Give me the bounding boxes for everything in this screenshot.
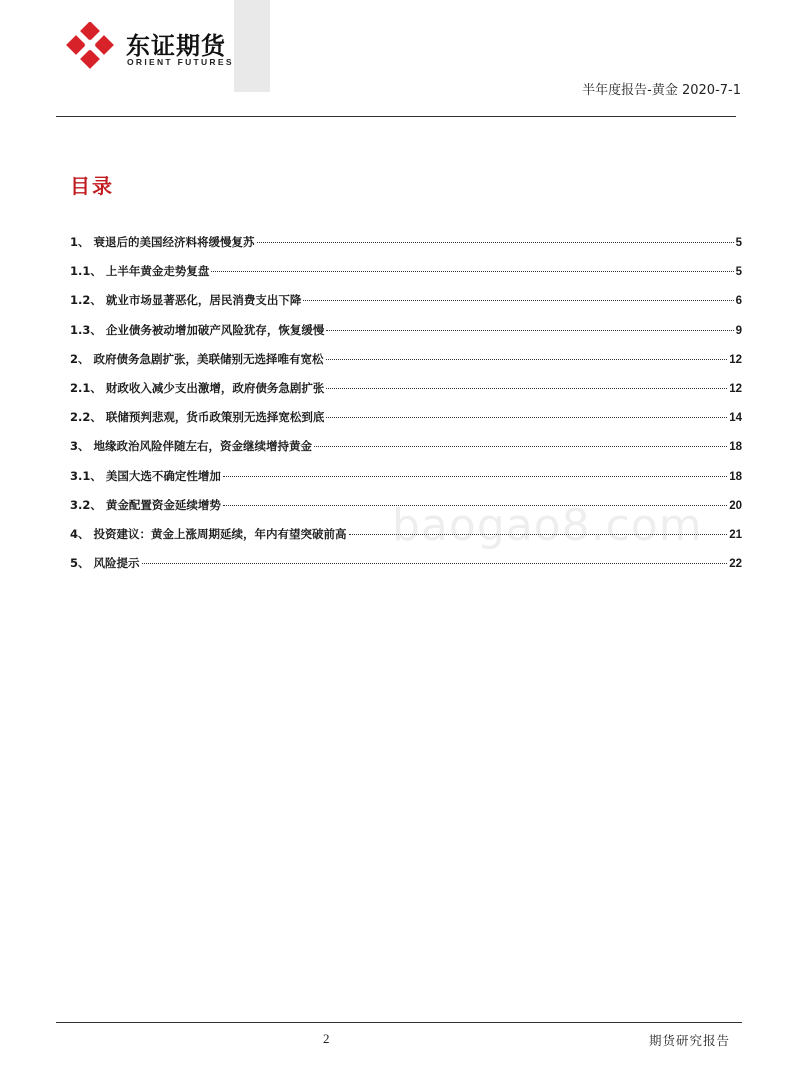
toc-entry-page: 22 [729,558,742,571]
toc-entry-page: 9 [735,324,742,337]
toc-entry-text: 3、 地缘政治风险伴随左右，资金继续增持黄金 [70,439,313,454]
toc-leader-dots [326,330,733,331]
toc-entry-text: 5、 风险提示 [70,556,140,571]
toc-leader-dots [303,300,733,301]
toc-leader-dots [211,271,733,272]
toc-entry-text: 1.3、 企业债务被动增加破产风险犹存，恢复缓慢 [70,322,325,337]
toc-entry[interactable] [70,438,742,467]
footer-report-type: 期货研究报告 [648,1033,730,1048]
toc-entry[interactable] [70,380,742,409]
toc-entry-text: 2、 政府债务急剧扩张，美联储别无选择唯有宽松 [70,351,324,366]
toc-entry[interactable] [70,468,742,497]
toc-leader-dots [223,476,727,477]
toc-entry-text: 3.1、 美国大选不确定性增加 [70,468,221,483]
toc-leader-dots [142,563,728,564]
toc-entry-text: 3.2、 黄金配置资金延续增势 [70,497,221,512]
toc-entry-text: 1.2、 就业市场显著恶化，居民消费支出下降 [70,293,302,308]
toc-entry-page: 5 [735,237,742,249]
watermark: baogao8.com [392,500,703,551]
orient-futures-logo [66,22,236,72]
logo-english-name: ORIENT FUTURES [127,57,234,67]
toc-leader-dots [326,388,727,389]
toc-entry[interactable] [70,292,742,321]
toc-entry[interactable] [70,263,742,292]
toc-entry-page: 12 [729,353,742,366]
toc-entry-page: 12 [729,382,742,395]
toc-entry[interactable] [70,351,742,380]
toc-entry-page: 21 [729,528,742,541]
toc-leader-dots [326,359,728,360]
toc-entry-page: 18 [729,441,742,454]
toc-entry-page: 14 [729,412,742,425]
page-number: 2 [323,1031,330,1046]
toc-leader-dots [257,242,734,243]
toc-entry[interactable] [70,555,742,584]
toc-title: 目录 [70,174,114,198]
toc-leader-dots [326,417,727,418]
toc-entry[interactable] [70,234,742,263]
footer-divider [56,1022,742,1023]
toc-entry[interactable] [70,409,742,438]
toc-entry-page: 18 [729,470,742,483]
report-header-line: 半年度报告-黄金 2020-7-1 [582,83,741,98]
toc-entry-text: 1、 衰退后的美国经济料将缓慢复苏 [70,235,255,249]
toc-entry[interactable] [70,322,742,351]
toc-entry-page: 5 [735,266,742,279]
header-divider [56,116,736,117]
header-gray-tab [234,0,270,92]
logo-chinese-name: 东证期货 [126,32,226,60]
toc-entry-page: 6 [735,295,742,308]
toc-entry-text: 2.2、 联储预判悲观，货币政策别无选择宽松到底 [70,410,325,425]
toc-entry-text: 1.1、 上半年黄金走势复盘 [70,264,210,279]
toc-entry-text: 4、 投资建议：黄金上涨周期延续，年内有望突破前高 [70,526,347,541]
toc-leader-dots [314,446,727,447]
toc-entry-page: 20 [729,499,742,512]
logo-mark-icon [66,22,118,72]
toc-entry-text: 2.1、 财政收入减少支出激增，政府债务急剧扩张 [70,380,325,395]
